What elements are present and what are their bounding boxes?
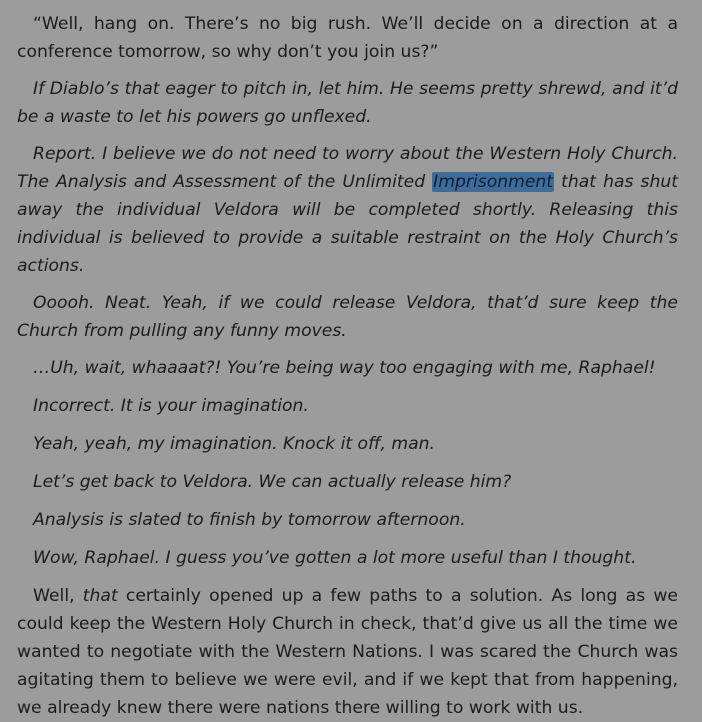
paragraph-narration-solution [17, 582, 678, 722]
paragraph-text: Well, [33, 586, 83, 606]
emphasis-that: that [82, 586, 118, 606]
paragraph-thought-useful [17, 544, 678, 572]
paragraph-raphael-incorrect [17, 392, 678, 420]
paragraph-text: Ooooh. Neat. Yeah, if we could release Veldora, that’d sure keep the Church from pulling any funny moves. [17, 293, 678, 341]
paragraph-thought-release-veldora [17, 289, 678, 345]
paragraph-raphael-analysis [17, 506, 678, 534]
paragraph-thought-whaaaat [17, 354, 678, 382]
paragraph-text: If Diablo’s that eager to pitch in, let him. He seems pretty shrewd, and it’d be a waste to let his powers go unflexed. [17, 79, 678, 127]
paragraph-dialogue-conference [17, 10, 678, 66]
paragraph-text: that has shut away the individual Veldora will be completed shortly. Releasing this individual is believed to provide a suitable restraint on the Holy Church’s actions. [17, 172, 679, 276]
paragraph-text: certainly opened up a few paths to a solution. As long as we could keep the Western Holy Church in check, that’d give us all the time we wanted to negotiate with the Western Nations. I was scared the Church was agitating them to believe we were evil, and if we kept that from happening, we already knew there were nations there willing to work with us. [17, 586, 678, 718]
paragraph-text: Let’s get back to Veldora. We can actually release him? [33, 472, 512, 492]
paragraph-text: Yeah, yeah, my imagination. Knock it off, man. [33, 434, 436, 454]
paragraph-text: “Well, hang on. There’s no big rush. We’ll decide on a direction at a conference tomorrow, so why don’t you join us?” [17, 14, 678, 62]
paragraph-text: …Uh, wait, whaaaat?! You’re being way too engaging with me, Raphael! [33, 358, 656, 378]
paragraph-text: Report. I believe we do not need to worry about the Western Holy Church. The Analysis and Assessment of the Unlimited [17, 144, 678, 192]
highlighted-word-imprisonment[interactable]: Imprisonment [433, 172, 554, 192]
paragraph-thought-knock-it-off [17, 430, 678, 458]
paragraph-thought-back-to-veldora [17, 468, 678, 496]
paragraph-thought-diablo [17, 75, 678, 131]
paragraph-text: Analysis is slated to finish by tomorrow afternoon. [33, 510, 466, 530]
paragraph-text: Wow, Raphael. I guess you’ve gotten a lot more useful than I thought. [33, 548, 637, 568]
paragraph-text: Incorrect. It is your imagination. [33, 396, 309, 416]
paragraph-report-raphael [17, 140, 678, 280]
